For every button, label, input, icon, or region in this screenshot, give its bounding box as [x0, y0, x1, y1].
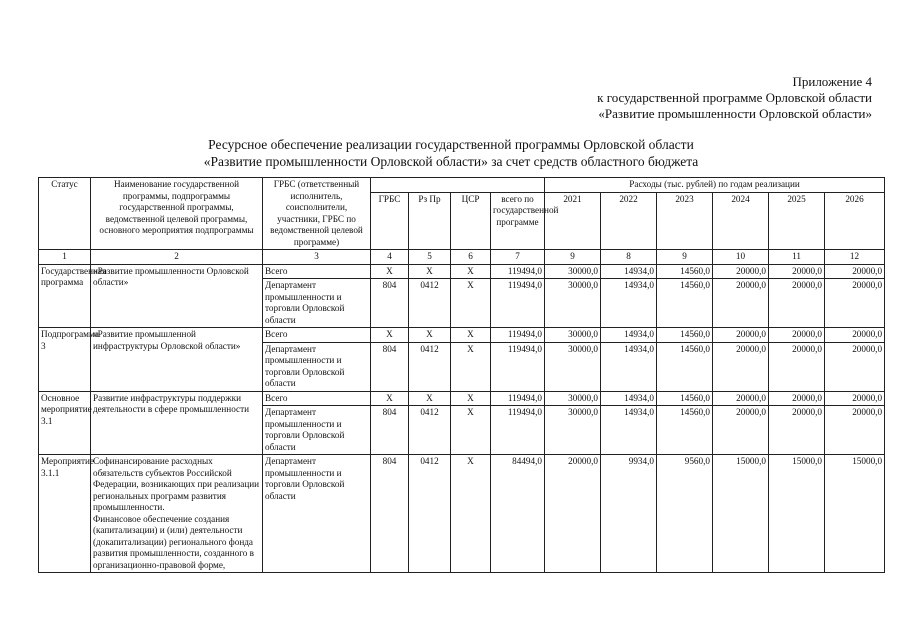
row-year-value: 14934,0 [601, 264, 657, 279]
header-year: 2024 [713, 192, 769, 249]
row-rzpr: 0412 [409, 279, 451, 328]
row-name: Развитие инфраструктуры поддержки деятельности в сфере промышленности [91, 391, 263, 455]
row-status: Государственная программа [39, 264, 91, 328]
row-total: 119494,0 [491, 391, 545, 406]
row-year-value: 14560,0 [657, 391, 713, 406]
row-year-value: 20000,0 [713, 264, 769, 279]
row-year-value: 30000,0 [545, 264, 601, 279]
row-year-value: 14560,0 [657, 406, 713, 455]
row-year-value: 20000,0 [769, 391, 825, 406]
row-grbs: 804 [371, 342, 409, 391]
column-number-row [39, 250, 885, 265]
row-year-value: 14934,0 [601, 406, 657, 455]
row-year-value: 20000,0 [825, 391, 885, 406]
column-number: 10 [713, 250, 769, 265]
row-status: Мероприятие 3.1.1 [39, 455, 91, 573]
header-year: 2025 [769, 192, 825, 249]
row-grbs-responsible: Всего [263, 264, 371, 279]
header-blank [371, 178, 545, 193]
header-expenses: Расходы (тыс. рублей) по годам реализации [545, 178, 885, 193]
column-number: 6 [451, 250, 491, 265]
header-year: 2026 [825, 192, 885, 249]
row-rzpr: X [409, 391, 451, 406]
column-number: 4 [371, 250, 409, 265]
row-grbs-responsible: Всего [263, 328, 371, 343]
header-year: 2022 [601, 192, 657, 249]
row-year-value: 15000,0 [769, 455, 825, 573]
row-total: 119494,0 [491, 264, 545, 279]
row-grbs: 804 [371, 455, 409, 573]
row-year-value: 30000,0 [545, 342, 601, 391]
table-row [39, 455, 885, 573]
row-rzpr: X [409, 328, 451, 343]
row-year-value: 30000,0 [545, 406, 601, 455]
column-number: 11 [769, 250, 825, 265]
row-rzpr: X [409, 264, 451, 279]
row-total: 84494,0 [491, 455, 545, 573]
row-year-value: 20000,0 [825, 328, 885, 343]
row-year-value: 15000,0 [713, 455, 769, 573]
row-csr: X [451, 342, 491, 391]
row-year-value: 20000,0 [825, 342, 885, 391]
header-year: 2021 [545, 192, 601, 249]
table-header [39, 178, 885, 265]
row-year-value: 20000,0 [713, 279, 769, 328]
table-body [39, 264, 885, 573]
row-total: 119494,0 [491, 279, 545, 328]
row-year-value: 14560,0 [657, 264, 713, 279]
column-number: 7 [491, 250, 545, 265]
header-year: 2023 [657, 192, 713, 249]
row-year-value: 30000,0 [545, 391, 601, 406]
row-csr: X [451, 391, 491, 406]
title-line-1: Ресурсное обеспечение реализации государственной программы Орловской области [208, 137, 694, 152]
row-total: 119494,0 [491, 328, 545, 343]
row-year-value: 20000,0 [713, 328, 769, 343]
row-year-value: 20000,0 [825, 279, 885, 328]
column-number: 5 [409, 250, 451, 265]
table-row [39, 391, 885, 406]
row-year-value: 30000,0 [545, 328, 601, 343]
row-rzpr: 0412 [409, 455, 451, 573]
row-csr: X [451, 264, 491, 279]
column-number: 1 [39, 250, 91, 265]
column-number: 3 [263, 250, 371, 265]
column-number: 2 [91, 250, 263, 265]
table-row [39, 328, 885, 343]
row-year-value: 20000,0 [769, 279, 825, 328]
column-number: 9 [545, 250, 601, 265]
row-name: «Развитие промышленной инфраструктуры Орловской области» [91, 328, 263, 392]
column-number: 9 [657, 250, 713, 265]
row-grbs: X [371, 391, 409, 406]
column-number: 12 [825, 250, 885, 265]
row-grbs: X [371, 264, 409, 279]
row-grbs: 804 [371, 279, 409, 328]
row-grbs-responsible: Департамент промышленности и торговли Орловской области [263, 342, 371, 391]
row-csr: X [451, 328, 491, 343]
row-year-value: 20000,0 [769, 328, 825, 343]
row-status: Основное мероприятие 3.1 [39, 391, 91, 455]
row-name: «Развитие промышленности Орловской области» [91, 264, 263, 328]
row-total: 119494,0 [491, 342, 545, 391]
row-rzpr: 0412 [409, 342, 451, 391]
row-grbs: X [371, 328, 409, 343]
row-year-value: 14934,0 [601, 391, 657, 406]
row-csr: X [451, 279, 491, 328]
title-line-2: «Развитие промышленности Орловской области» за счет средств областного бюджета [203, 154, 699, 169]
row-year-value: 20000,0 [713, 391, 769, 406]
row-year-value: 20000,0 [769, 406, 825, 455]
row-csr: X [451, 406, 491, 455]
table-row [39, 264, 885, 279]
row-grbs-responsible: Всего [263, 391, 371, 406]
row-year-value: 14934,0 [601, 342, 657, 391]
row-year-value: 20000,0 [825, 264, 885, 279]
row-year-value: 20000,0 [713, 342, 769, 391]
row-year-value: 14560,0 [657, 279, 713, 328]
row-status: Подпрограмма 3 [39, 328, 91, 392]
header-status: Статус [39, 178, 91, 250]
document-title [0, 136, 902, 170]
row-csr: X [451, 455, 491, 573]
row-name: Софинансирование расходных обязательств субъектов Российской Федерации, возникающих при реализации региональных программ развития промышленности. Финансовое обеспечение создания (капитализации) и (или) деятельности (докапитализации) регионального фонда развития промышленности, созданного в организационно-правовой форме, [91, 455, 263, 573]
row-year-value: 9560,0 [657, 455, 713, 573]
row-year-value: 20000,0 [769, 342, 825, 391]
row-year-value: 20000,0 [825, 406, 885, 455]
appendix-reference: к государственной программе Орловской области [597, 90, 872, 105]
row-year-value: 20000,0 [769, 264, 825, 279]
appendix-program-name: «Развитие промышленности Орловской области» [598, 106, 872, 121]
appendix-number: Приложение 4 [792, 74, 872, 89]
row-rzpr: 0412 [409, 406, 451, 455]
row-year-value: 14560,0 [657, 342, 713, 391]
resource-table [38, 177, 885, 573]
row-grbs-responsible: Департамент промышленности и торговли Орловской области [263, 279, 371, 328]
header-csr: ЦСР [451, 192, 491, 249]
row-year-value: 14560,0 [657, 328, 713, 343]
row-year-value: 9934,0 [601, 455, 657, 573]
row-year-value: 15000,0 [825, 455, 885, 573]
row-total: 119494,0 [491, 406, 545, 455]
header-total: всего по государственной программе [491, 192, 545, 249]
header-grbs: ГРБС [371, 192, 409, 249]
row-year-value: 30000,0 [545, 279, 601, 328]
header-rzpr: Рз Пр [409, 192, 451, 249]
header-name: Наименование государственной программы, подпрограммы государственной программы, ведомственной целевой программы, основного мероприятия подпрограммы [91, 178, 263, 250]
appendix-header [597, 74, 872, 122]
row-grbs-responsible: Департамент промышленности и торговли Орловской области [263, 455, 371, 573]
row-grbs: 804 [371, 406, 409, 455]
column-number: 8 [601, 250, 657, 265]
header-grbs-responsible: ГРБС (ответственный исполнитель, соисполнители, участники, ГРБС по ведомственной целевой программе) [263, 178, 371, 250]
row-year-value: 14934,0 [601, 328, 657, 343]
row-year-value: 20000,0 [545, 455, 601, 573]
row-grbs-responsible: Департамент промышленности и торговли Орловской области [263, 406, 371, 455]
row-year-value: 20000,0 [713, 406, 769, 455]
row-year-value: 14934,0 [601, 279, 657, 328]
